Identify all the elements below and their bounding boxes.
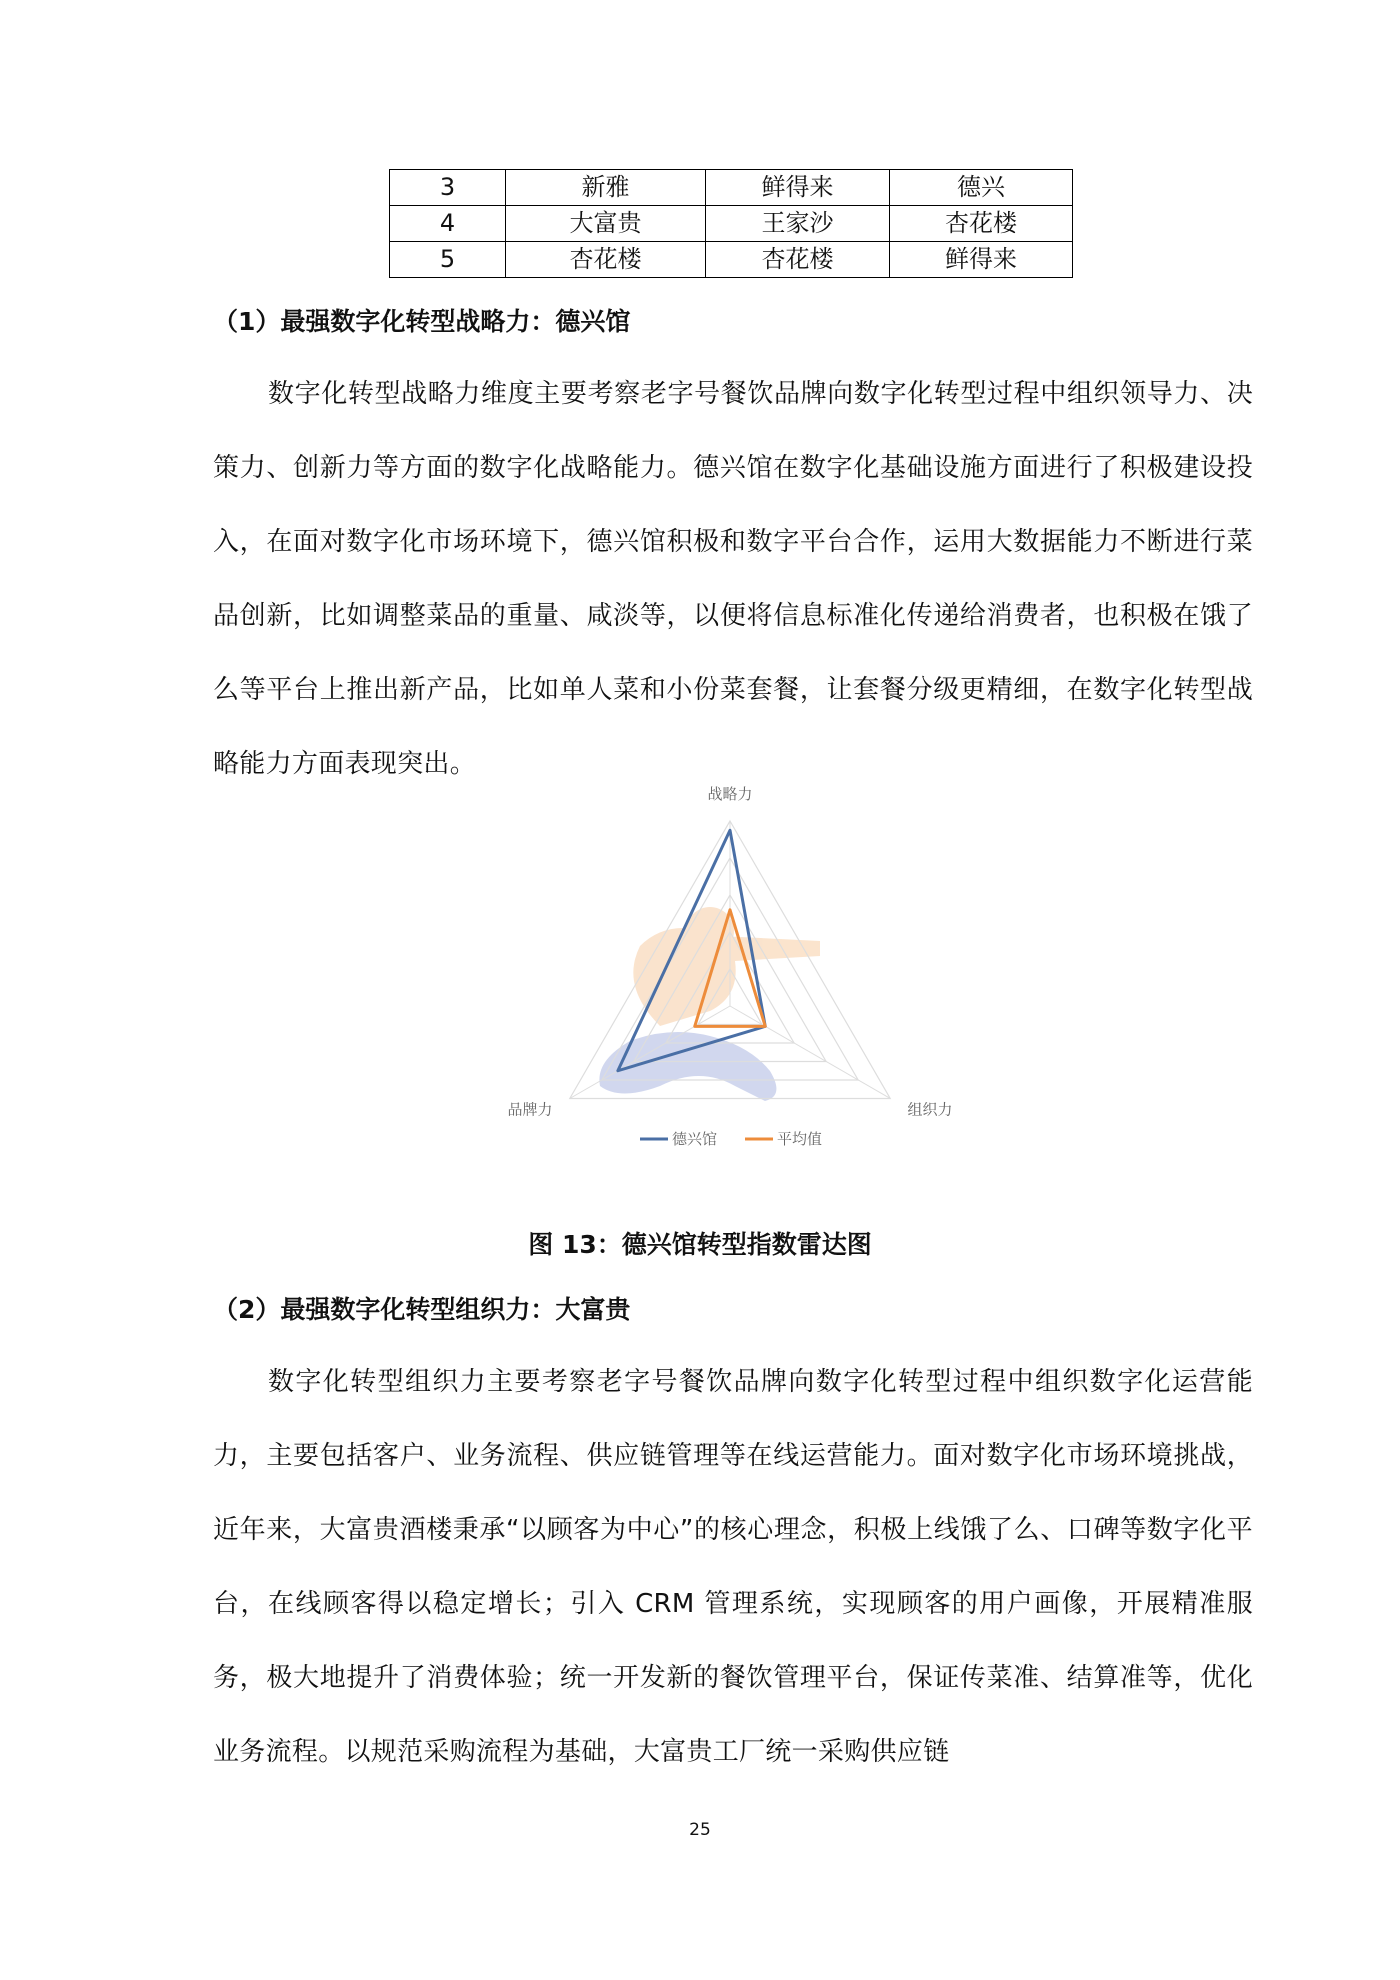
paragraph-strategy: 数字化转型战略力维度主要考察老字号餐饮品牌向数字化转型过程中组织领导力、决策力、创新力等方面的数字化战略能力。德兴馆在数字化基础设施方面进行了积极建设投入，在面对数字化市场环境下，德兴馆积极和数字平台合作，运用大数据能力不断进行菜品创新，比如调整菜品的重量、咸淡等，以便将信息标准化传递给消费者，也积极在饿了么等平台上推出新产品，比如单人菜和小份菜套餐，让套餐分级更精细，在数字化转型战略能力方面表现突出。 (213, 379, 1253, 779)
paragraph-organization: 数字化转型组织力主要考察老字号餐饮品牌向数字化转型过程中组织数字化运营能力，主要包括客户、业务流程、供应链管理等在线运营能力。面对数字化市场环境挑战，近年来，大富贵酒楼秉承“以顾客为中心”的核心理念，积极上线饿了么、口碑等数字化平台，在线顾客得以稳定增长；引入 CRM 管理系统，实现顾客的用户画像，开展精准服务，极大地提升了消费体验；统一开发新的餐饮管理平台，保证传菜准、结算准等，优化业务流程。以规范采购流程为基础，大富贵工厂统一采购供应链 (213, 1367, 1253, 1767)
table-cell: 5 (390, 242, 506, 278)
section-heading-organization: （2）最强数字化转型组织力：大富贵 (213, 1295, 631, 1324)
radar-axis-label: 组织力 (907, 1100, 953, 1119)
radar-legend (640, 1130, 822, 1148)
table-row (390, 242, 1073, 278)
page-number: 25 (689, 1820, 711, 1840)
table-cell: 杏花楼 (706, 242, 890, 278)
radar-axis-label: 战略力 (707, 785, 753, 803)
table-cell: 德兴 (890, 170, 1073, 206)
table-cell: 杏花楼 (506, 242, 706, 278)
radar-axis-label: 品牌力 (507, 1100, 553, 1119)
table-cell: 王家沙 (706, 206, 890, 242)
table-cell: 新雅 (506, 170, 706, 206)
table-cell: 大富贵 (506, 206, 706, 242)
table-cell: 鲜得来 (706, 170, 890, 206)
table-row (390, 206, 1073, 242)
table-row (390, 170, 1073, 206)
section-heading-strategy: （1）最强数字化转型战略力：德兴馆 (213, 307, 631, 336)
figure-caption: 图 13：德兴馆转型指数雷达图 (528, 1230, 872, 1259)
table-cell: 杏花楼 (890, 206, 1073, 242)
radar-chart (507, 785, 953, 1161)
ranking-table (389, 169, 1073, 278)
legend-label: 德兴馆 (672, 1130, 718, 1148)
legend-label: 平均值 (777, 1130, 823, 1148)
table-cell: 鲜得来 (890, 242, 1073, 278)
table-cell: 3 (390, 170, 506, 206)
table-cell: 4 (390, 206, 506, 242)
